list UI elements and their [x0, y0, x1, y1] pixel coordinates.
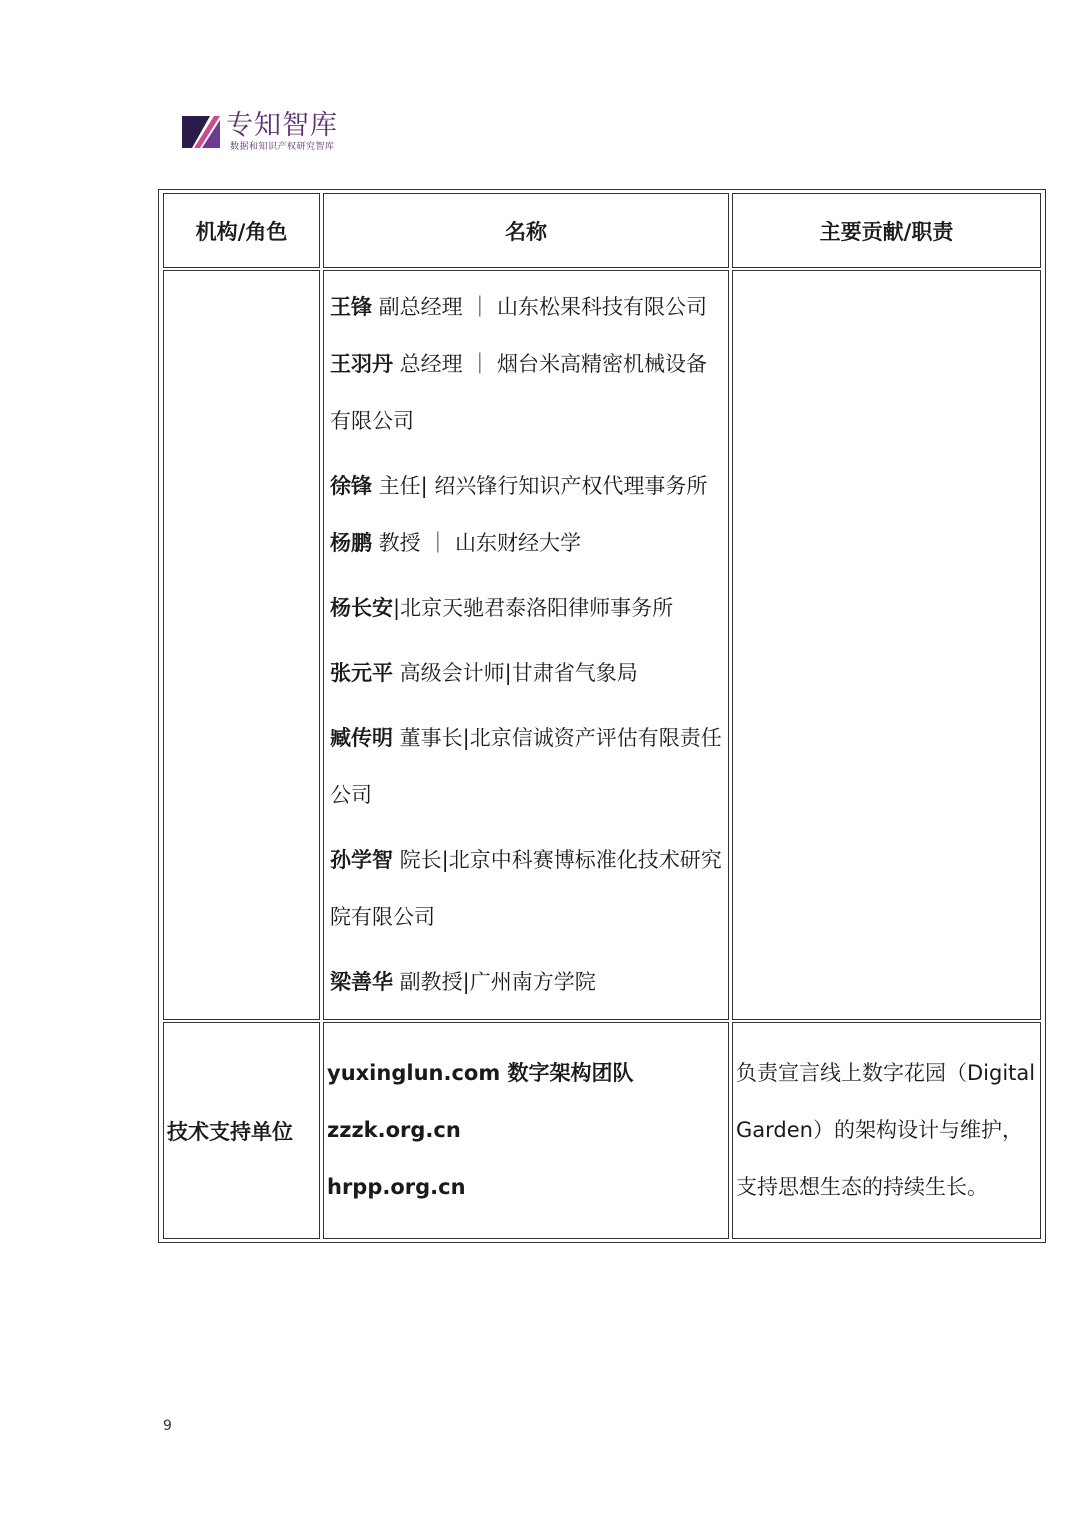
person-name: 张元平: [330, 661, 393, 685]
person-detail: 总经理 ｜ 烟台米高精密机械设备有限公司: [330, 352, 708, 433]
tech-link: zzzk.org.cn: [327, 1118, 461, 1142]
tech-link: yuxinglun.com 数字架构团队: [327, 1061, 634, 1085]
person-name: 徐锋: [330, 474, 372, 498]
person-detail: 董事长|北京信诚资产评估有限责任公司: [330, 726, 722, 807]
list-item: [330, 279, 728, 336]
person-name: 臧传明: [330, 726, 393, 750]
person-name: 杨鹏: [330, 531, 372, 555]
members-table: [158, 189, 1046, 1243]
person-name: 王羽丹: [330, 352, 393, 376]
list-item: [330, 710, 728, 824]
header-name: 名称: [323, 193, 729, 268]
logo-mark-icon: [180, 110, 222, 154]
list-item: [330, 458, 728, 515]
person-detail: 副总经理 ｜ 山东松果科技有限公司: [372, 295, 708, 319]
list-item: [330, 336, 728, 450]
table-header-row: [163, 193, 1041, 268]
logo: [180, 110, 338, 154]
list-item: [330, 832, 728, 946]
person-detail: |北京天驰君泰洛阳律师事务所: [393, 596, 674, 620]
person-detail: 主任| 绍兴锋行知识产权代理事务所: [372, 474, 708, 498]
list-item: [330, 580, 728, 637]
person-detail: 副教授|广州南方学院: [393, 970, 596, 994]
person-detail: 高级会计师|甘肃省气象局: [393, 661, 638, 685]
tech-contribution-cell: 负责宣言线上数字花园（Digital Garden）的架构设计与维护，支持思想生态的持续生长。: [732, 1022, 1041, 1239]
tech-link: hrpp.org.cn: [327, 1175, 466, 1199]
header-contribution: 主要贡献/职责: [732, 193, 1041, 268]
tech-role-cell: 技术支持单位: [163, 1022, 320, 1239]
people-contribution-cell: [732, 270, 1041, 1020]
person-name: 杨长安: [330, 596, 393, 620]
list-item: [330, 515, 728, 572]
list-item: [330, 645, 728, 702]
person-detail: 院长|北京中科赛博标准化技术研究院有限公司: [330, 848, 722, 929]
person-name: 孙学智: [330, 848, 393, 872]
table-row: [163, 270, 1041, 1020]
logo-subtitle: 数据和知识产权研究智库: [230, 142, 335, 152]
list-item: [330, 954, 728, 1011]
page-number: 9: [163, 1418, 172, 1434]
people-names-cell: [323, 270, 729, 1020]
people-role-cell: [163, 270, 320, 1020]
table-row: [163, 1022, 1041, 1239]
header-role: 机构/角色: [163, 193, 320, 268]
tech-links-cell: [323, 1022, 729, 1239]
person-name: 梁善华: [330, 970, 393, 994]
logo-title: 专知智库: [226, 110, 338, 141]
person-name: 王锋: [330, 295, 372, 319]
person-detail: 教授 ｜ 山东财经大学: [372, 531, 582, 555]
